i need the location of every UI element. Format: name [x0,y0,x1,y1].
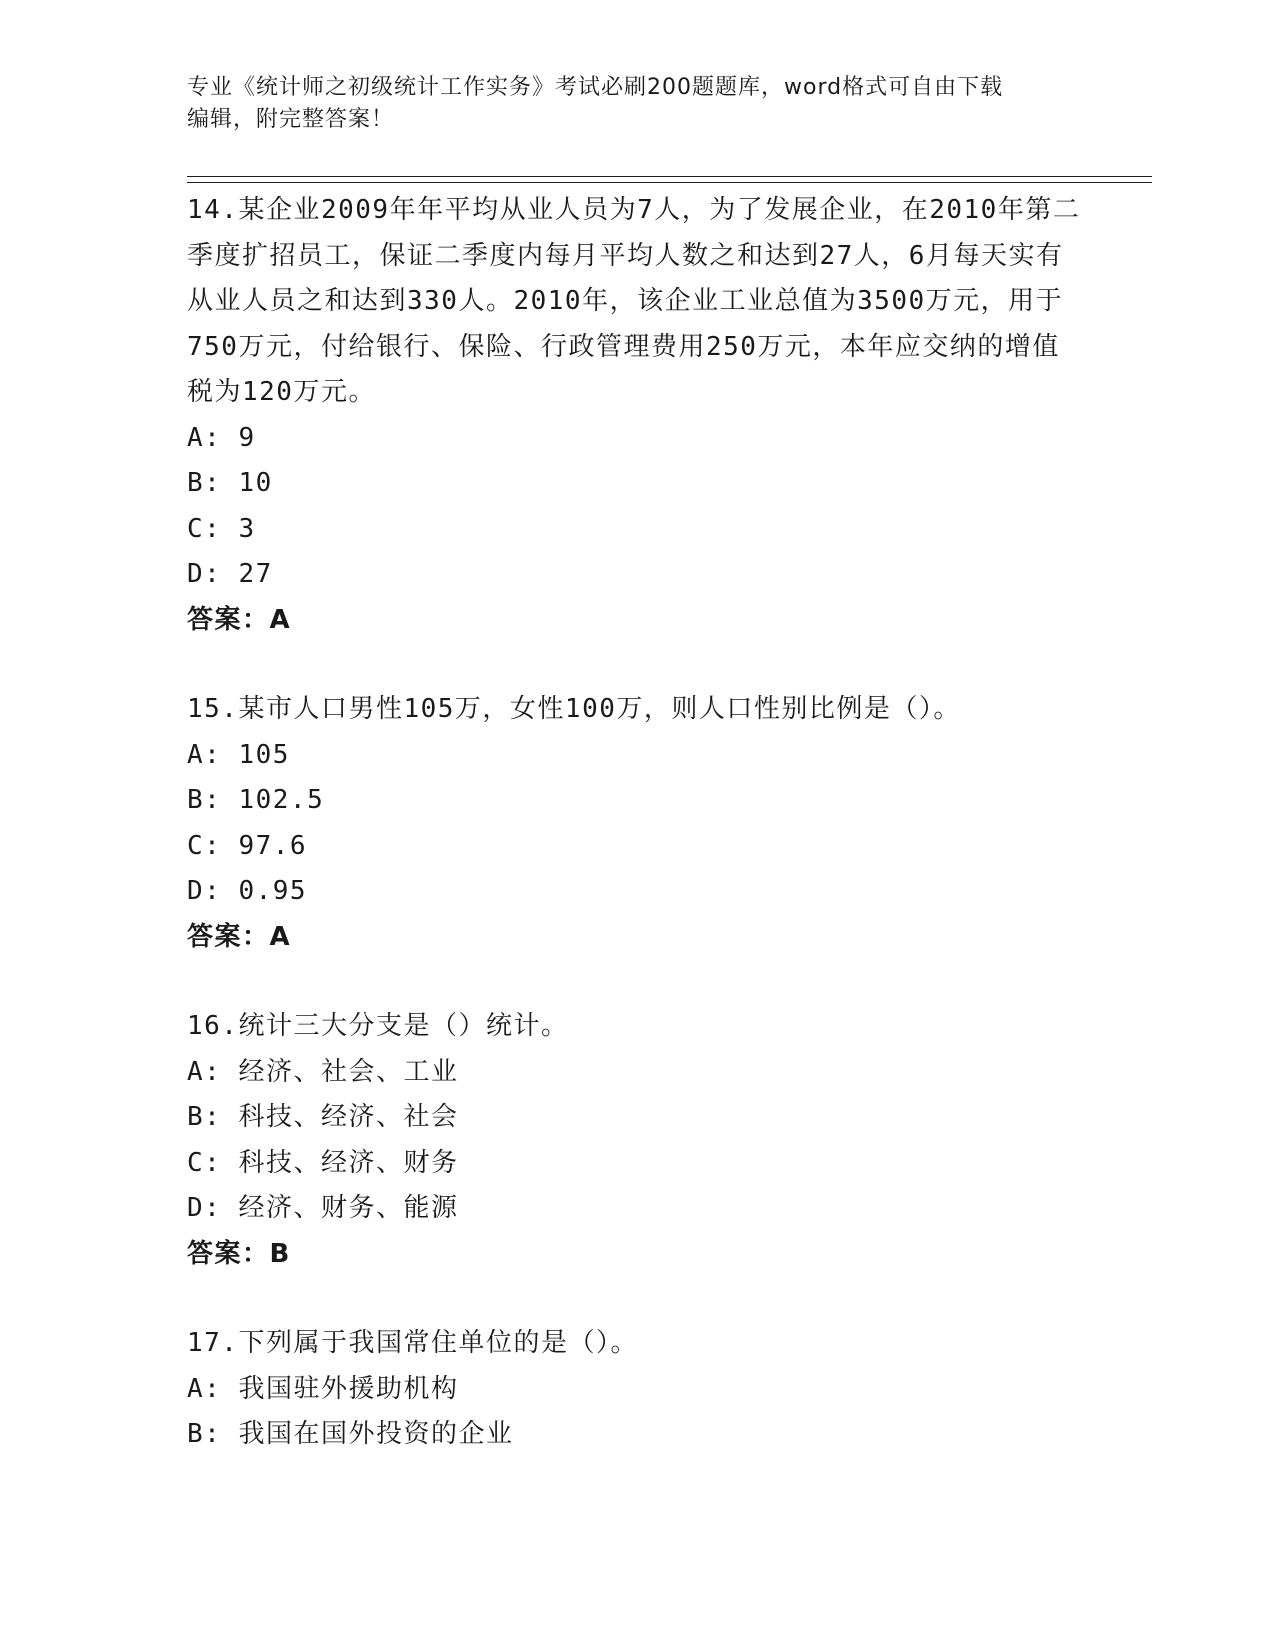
option-c: C: 科技、经济、财务 [187,1147,459,1178]
option-c: C: 3 [187,513,256,544]
question-text: 15.某市人口男性105万，女性100万，则人口性别比例是（）。 [187,694,961,724]
option-d: D: 27 [187,559,273,589]
option-a: A: 105 [187,739,290,770]
question-list [187,188,1087,1502]
option-a: A: 我国驻外援助机构 [187,1373,459,1404]
header-divider-top [187,176,1152,177]
option-c: C: 97.6 [187,830,308,861]
question-text: 16.统计三大分支是（）统计。 [187,1011,569,1041]
header-title-line-2: 编辑，附完整答案！ [187,107,395,132]
header-title-line-1: 专业《统计师之初级统计工作实务》考试必刷200题题库，word格式可自由下载 [187,75,1004,100]
document-header [187,72,1087,136]
answer-line: 答案：A [187,921,292,952]
answer-line: 答案：B [187,1238,291,1269]
option-b: B: 科技、经济、社会 [187,1102,459,1132]
question-text: 14.某企业2009年年平均从业人员为7人，为了发展企业，在2010年第二季度扩招员工，保证二季度内每月平均人数之和达到27人，6月每天实有从业人员之和达到330人。2010年，该企业工业总值为3500万元，用于750万元，付给银行、保险、行政管理费用250万元，本年应交纳的增值税为120万元。 [187,195,1081,407]
question-15 [187,687,1087,960]
option-a: A: 经济、社会、工业 [187,1056,459,1087]
question-16 [187,1004,1087,1277]
question-text: 17.下列属于我国常住单位的是（）。 [187,1328,638,1358]
option-b: B: 10 [187,468,273,498]
question-17 [187,1321,1087,1458]
option-d: D: 经济、财务、能源 [187,1193,459,1223]
answer-line: 答案：A [187,604,292,635]
option-d: D: 0.95 [187,876,308,906]
header-divider-bottom [187,182,1152,183]
option-a: A: 9 [187,422,256,453]
question-14 [187,188,1087,643]
option-b: B: 我国在国外投资的企业 [187,1419,514,1449]
option-b: B: 102.5 [187,785,325,815]
